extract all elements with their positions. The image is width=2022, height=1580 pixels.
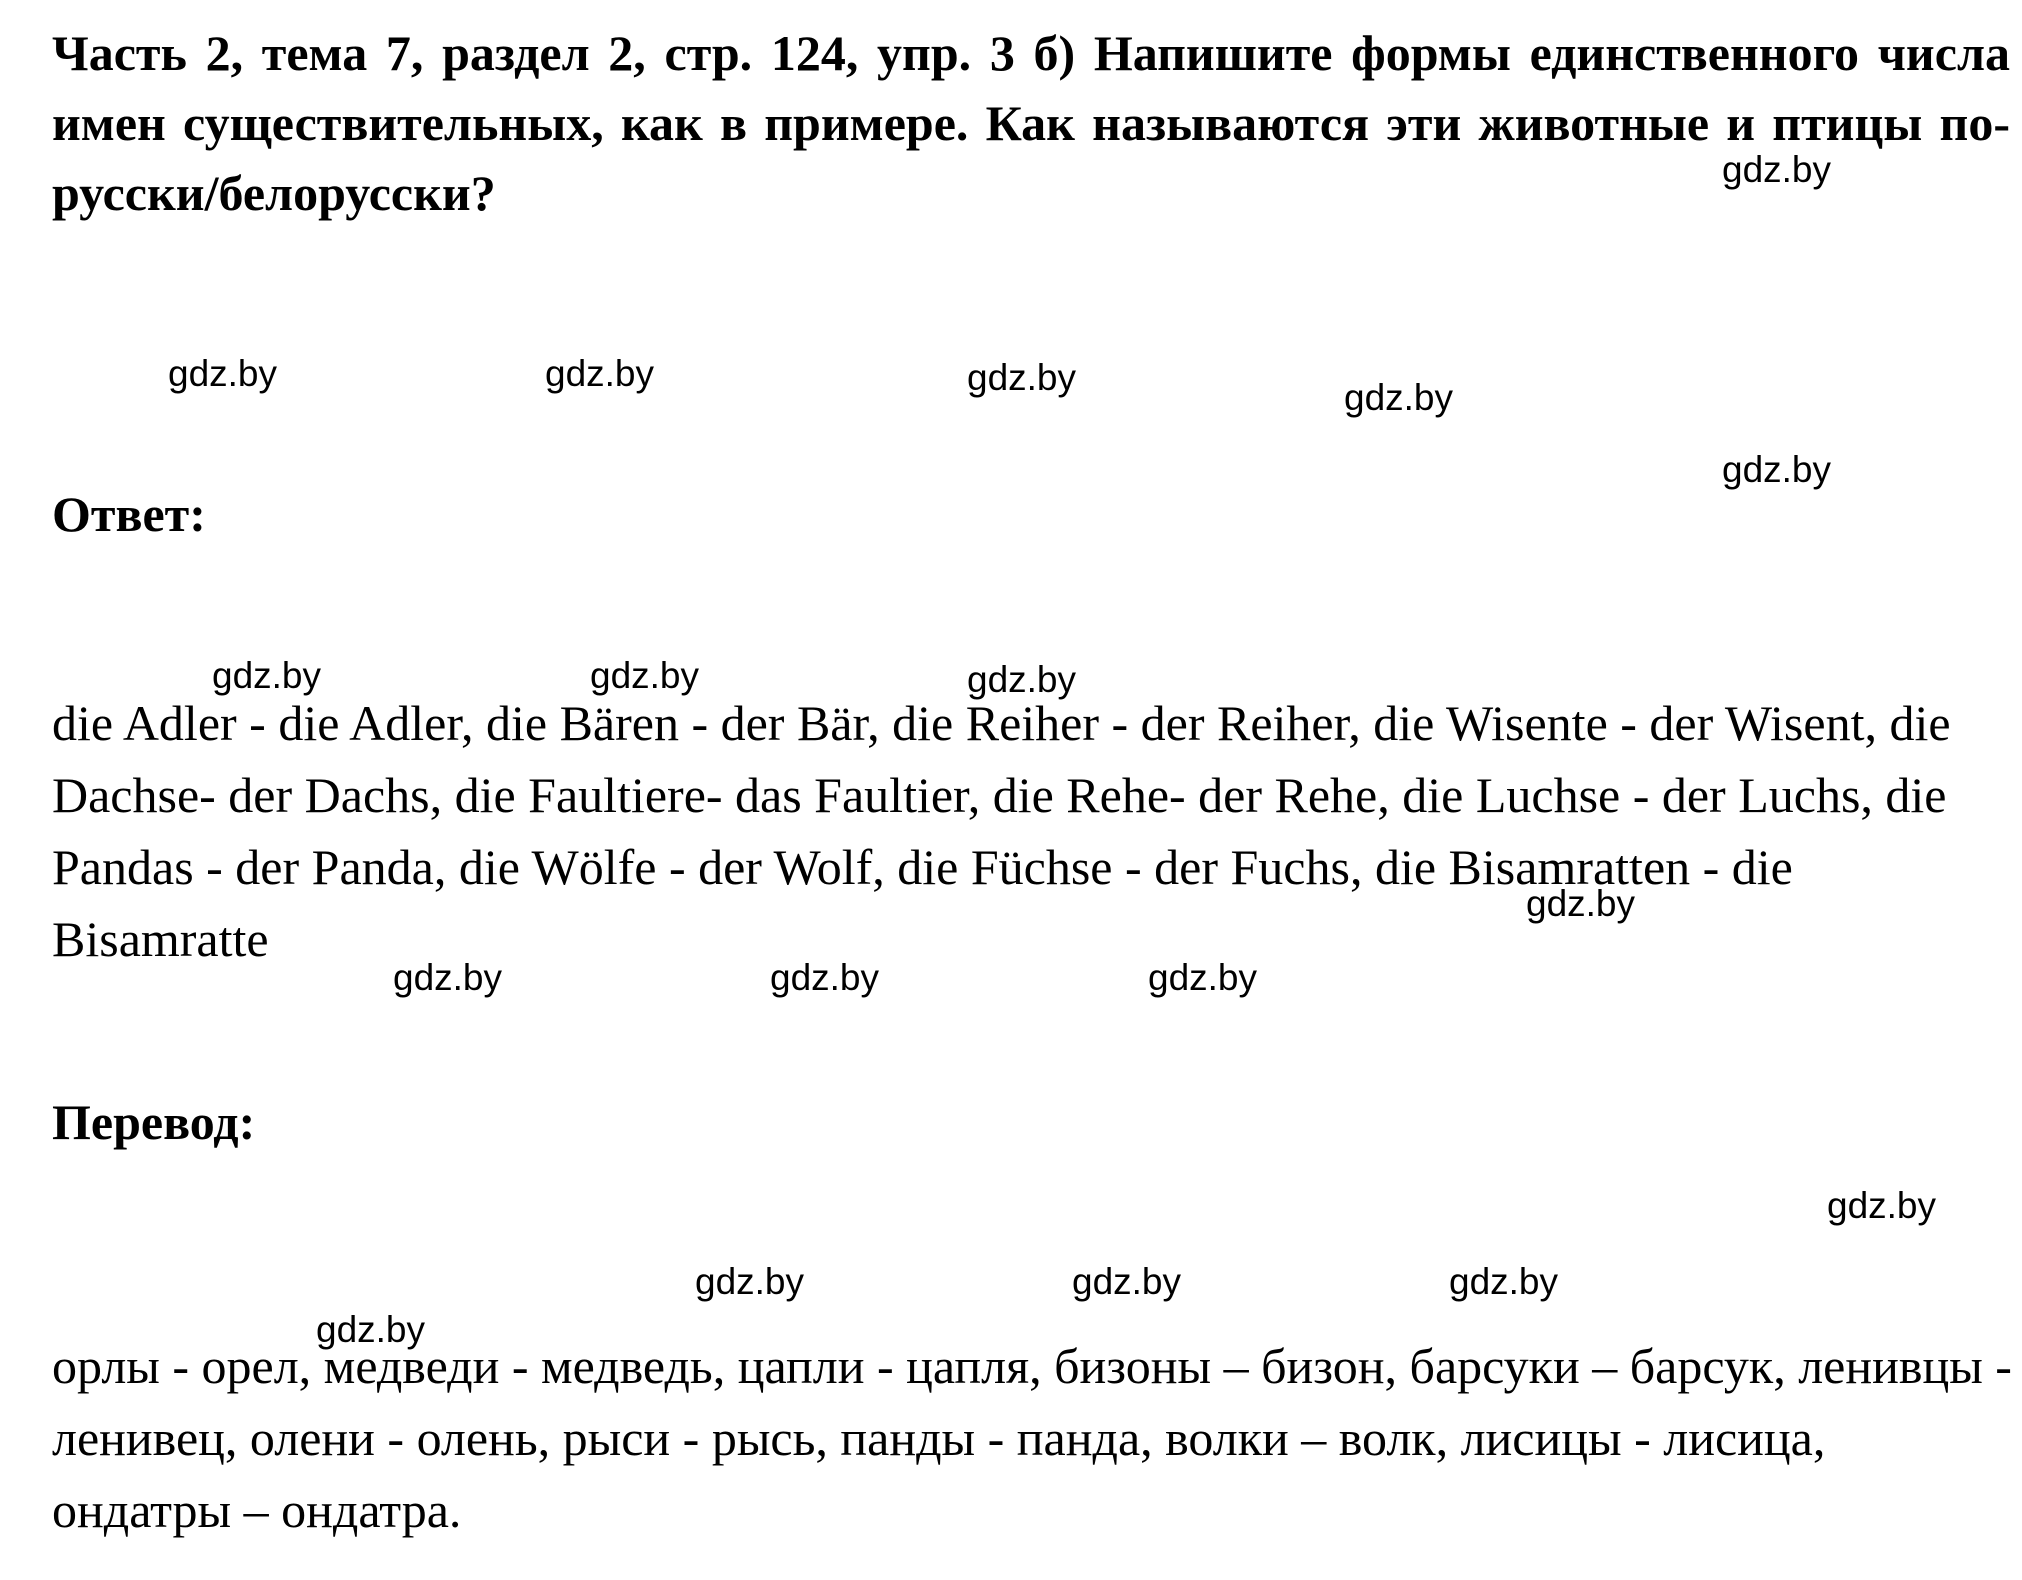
watermark: gdz.by (393, 957, 503, 998)
watermark: gdz.by (1344, 377, 1454, 418)
answer-heading: Ответ: (52, 486, 206, 542)
watermark: gdz.by (316, 1309, 426, 1350)
watermark: gdz.by (1827, 1185, 1937, 1226)
watermark: gdz.by (1526, 883, 1636, 924)
answer-text: die Adler - die Adler, die Bären - der Bär, die Reiher - der Reiher, die Wisente - der Wisent, die Dachse- der Dachs, die Faultiere- das Faultier, die Rehe- der Rehe, die Luchse - der Luchs, die Pandas - der Panda, die Wölfe - der Wolf, die Füchse - der Fuchs, die Bisamratten - die Bisamratte (52, 695, 1951, 967)
translation-heading: Перевод: (52, 1094, 256, 1150)
watermark: gdz.by (1722, 149, 1832, 190)
watermark: gdz.by (695, 1261, 805, 1302)
watermark: gdz.by (967, 659, 1077, 700)
watermark: gdz.by (168, 353, 278, 394)
watermark: gdz.by (1148, 957, 1258, 998)
watermark: gdz.by (1722, 449, 1832, 490)
watermark: gdz.by (1449, 1261, 1559, 1302)
watermark: gdz.by (967, 357, 1077, 398)
watermark: gdz.by (1072, 1261, 1182, 1302)
watermark: gdz.by (590, 655, 700, 696)
translation-text: орлы - орел, медведи - медведь, цапли - цапля, бизоны – бизон, барсуки – барсук, ленивцы - ленивец, олени - олень, рыси - рысь, панды - панда, волки – волк, лисицы - лисица, ондатры – ондатра. (52, 1338, 2012, 1538)
watermark: gdz.by (545, 353, 655, 394)
task-text: Часть 2, тема 7, раздел 2, стр. 124, упр. 3 б) Напишите формы единственного числа имен существительных, как в примере. Как называются эти животные и птицы по-русски/белорусски? (52, 25, 2010, 221)
watermark: gdz.by (770, 957, 880, 998)
watermark: gdz.by (212, 655, 322, 696)
